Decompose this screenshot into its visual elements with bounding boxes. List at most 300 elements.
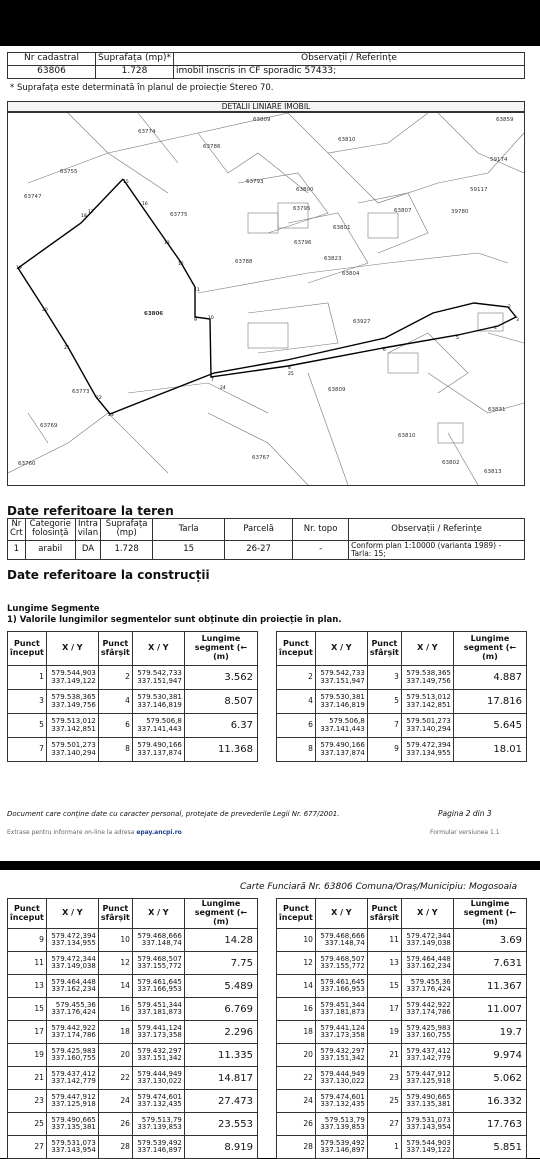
segment-length: 8.919 [184, 1136, 257, 1159]
end-x: 579.490,665 [406, 1092, 451, 1101]
teren-col: Nr. topo [293, 519, 349, 541]
end-y: 337.173,358 [137, 1031, 182, 1039]
end-point: 8 [98, 738, 132, 762]
end-xy [401, 975, 453, 998]
end-xy [401, 666, 453, 690]
start-xy [46, 975, 98, 998]
end-x: 579.501,273 [406, 717, 451, 726]
teren-col: Observații / Referințe [349, 519, 525, 541]
map-labels [18, 117, 514, 475]
start-point: 9 [8, 929, 47, 952]
segment-header: Punct început [8, 899, 47, 929]
segment-header: Lungime segment (← (m) [184, 899, 257, 929]
end-x: 579.455,36 [410, 977, 451, 986]
end-y: 337.155,772 [137, 962, 182, 970]
end-y: 337.162,234 [406, 962, 451, 970]
end-point: 2 [98, 666, 132, 690]
end-x: 579.542,733 [137, 669, 182, 678]
document-page-2 [0, 46, 540, 861]
teren-cell: 1 [8, 540, 26, 560]
segment-header: Punct sfârșit [367, 632, 401, 666]
end-x: 579.461,645 [137, 977, 182, 986]
start-point: 6 [277, 714, 316, 738]
segment-row [277, 998, 527, 1021]
segment-row [277, 690, 527, 714]
map-label: 63775 [170, 212, 188, 218]
end-y: 337.130,022 [137, 1077, 182, 1085]
vertex-label: 2 [508, 305, 511, 310]
segment-header: X / Y [132, 632, 184, 666]
segment-table-left [7, 631, 258, 762]
segment-length: 5.062 [453, 1067, 526, 1090]
start-xy [46, 738, 98, 762]
start-y: 337.149,122 [51, 676, 96, 685]
start-x: 579.432,297 [320, 1046, 365, 1055]
end-point: 22 [98, 1067, 132, 1090]
area-note: * Suprafața este determinată în planul de proiecție Stereo 70. [10, 83, 274, 93]
footer-version: Formular versiunea 1.1 [430, 829, 500, 836]
map-label: 63809 [328, 387, 346, 393]
end-xy [401, 952, 453, 975]
end-point: 24 [98, 1090, 132, 1113]
map-label: 63747 [24, 194, 42, 200]
end-y: 337.149,122 [406, 1146, 451, 1154]
segment-length: 7.75 [184, 952, 257, 975]
start-point: 8 [277, 738, 316, 762]
segment-header: X / Y [46, 632, 98, 666]
end-xy [401, 1113, 453, 1136]
end-point: 3 [367, 666, 401, 690]
start-point: 4 [277, 690, 316, 714]
end-x: 579.437,412 [406, 1046, 451, 1055]
map-label: 63760 [18, 461, 36, 467]
start-xy [315, 1090, 367, 1113]
end-y: 337.125,918 [406, 1077, 451, 1085]
start-xy [315, 1113, 367, 1136]
document-page-3 [0, 870, 540, 1158]
end-x: 579.513,79 [141, 1115, 182, 1124]
start-point: 19 [8, 1044, 47, 1067]
end-xy [132, 714, 184, 738]
segment-length: 11.007 [453, 998, 526, 1021]
end-xy [132, 690, 184, 714]
map-label: 63796 [294, 240, 312, 246]
map-label: 63773 [72, 389, 90, 395]
end-xy [401, 714, 453, 738]
start-xy [315, 1044, 367, 1067]
start-x: 579.468,507 [320, 954, 365, 963]
end-point: 18 [98, 1021, 132, 1044]
start-xy [315, 714, 367, 738]
start-xy [315, 952, 367, 975]
teren-cell: - [293, 540, 349, 560]
start-point: 15 [8, 998, 47, 1021]
parcel-map-drawing [8, 113, 524, 485]
start-point: 28 [277, 1136, 316, 1159]
end-xy [132, 1044, 184, 1067]
segment-row [8, 952, 258, 975]
segment-length: 8.507 [184, 690, 257, 714]
neighbor-parcels [8, 113, 524, 485]
segment-length: 4.887 [453, 666, 526, 690]
segment-header: Punct început [277, 899, 316, 929]
start-y: 337.166,953 [320, 985, 365, 993]
end-point: 10 [98, 929, 132, 952]
end-x: 579.472,394 [406, 741, 451, 750]
vertex-label: 19 [16, 266, 22, 271]
segment-length: 6.37 [184, 714, 257, 738]
end-y: 337.151,342 [137, 1054, 182, 1062]
vertex-label: 20 [42, 308, 48, 313]
map-label: 63810 [398, 433, 416, 439]
footer-page-number: Pagina 2 din 3 [438, 809, 492, 818]
start-point: 13 [8, 975, 47, 998]
vertex-label: 16 [142, 202, 148, 207]
lungime-title: Lungime Segmente [7, 604, 100, 614]
segment-row [8, 738, 258, 762]
start-x: 579.501,273 [51, 741, 96, 750]
end-xy [401, 1090, 453, 1113]
end-point: 20 [98, 1044, 132, 1067]
segment-length: 18.01 [453, 738, 526, 762]
start-y: 337.134,955 [51, 939, 96, 947]
footer-online-text: Extrase pentru informare on-line la adresa [7, 829, 137, 836]
start-x: 579.530,381 [320, 693, 365, 702]
start-x: 579.490,166 [320, 741, 365, 750]
segment-length: 2.296 [184, 1021, 257, 1044]
end-x: 579.425,983 [406, 1023, 451, 1032]
end-x: 579.447,912 [406, 1069, 451, 1078]
vertex-label: 7 [211, 378, 214, 383]
map-label: 63823 [324, 256, 342, 262]
end-x: 579.539,492 [137, 1138, 182, 1147]
start-xy [46, 1044, 98, 1067]
end-xy [401, 738, 453, 762]
start-xy [315, 975, 367, 998]
teren-col: Parcelă [225, 519, 293, 541]
end-xy [401, 1067, 453, 1090]
segment-length: 9.974 [453, 1044, 526, 1067]
end-xy [132, 998, 184, 1021]
vertex-labels [16, 179, 519, 418]
end-point: 5 [367, 690, 401, 714]
start-x: 579.472,344 [51, 954, 96, 963]
segment-length: 5.851 [453, 1136, 526, 1159]
end-y: 337.146,897 [137, 1146, 182, 1154]
end-y: 337.149,756 [406, 676, 451, 685]
start-x: 579.538,365 [51, 693, 96, 702]
end-y: 337.151,947 [137, 676, 182, 685]
start-point: 25 [8, 1113, 47, 1136]
vertex-label: 8 [288, 366, 291, 371]
end-y: 337.160,755 [406, 1031, 451, 1039]
end-y: 337.140,294 [406, 724, 451, 733]
vertex-label: 3 [516, 318, 519, 323]
start-x: 579.506,8 [329, 717, 365, 726]
map-label: 63809 [253, 117, 271, 123]
end-xy [401, 1021, 453, 1044]
start-xy [315, 929, 367, 952]
segment-table-right-2 [276, 898, 527, 1159]
cadastral-observation: imobil inscris in CF sporadic 57433; [174, 66, 525, 79]
end-x: 579.468,507 [137, 954, 182, 963]
segment-header: X / Y [315, 632, 367, 666]
start-x: 579.442,922 [51, 1023, 96, 1032]
start-y: 337.137,874 [320, 748, 365, 757]
start-y: 337.142,851 [51, 724, 96, 733]
start-xy [46, 714, 98, 738]
start-point: 12 [277, 952, 316, 975]
segment-length: 11.368 [184, 738, 257, 762]
start-xy [315, 690, 367, 714]
teren-col: Intra vilan [75, 519, 100, 541]
start-y: 337.148,74 [324, 939, 365, 947]
end-y: 337.135,381 [406, 1100, 451, 1108]
map-label: 63831 [488, 407, 506, 413]
start-x: 579.464,448 [51, 977, 96, 986]
start-x: 579.447,912 [51, 1092, 96, 1101]
map-label: 59174 [490, 157, 508, 163]
start-xy [46, 690, 98, 714]
start-y: 337.146,819 [320, 700, 365, 709]
segment-length: 17.816 [453, 690, 526, 714]
segment-row [8, 998, 258, 1021]
end-x: 579.530,381 [137, 693, 182, 702]
segment-row [8, 929, 258, 952]
start-x: 579.455,36 [55, 1000, 96, 1009]
map-label: 63810 [338, 137, 356, 143]
cadastral-number: 63806 [8, 66, 96, 79]
segment-header: X / Y [401, 632, 453, 666]
col-observatii: Observații / Referințe [174, 53, 525, 66]
start-x: 579.451,344 [320, 1000, 365, 1009]
segment-header: Punct început [277, 632, 316, 666]
end-xy [132, 1067, 184, 1090]
teren-col: Suprafața (mp) [101, 519, 153, 541]
segment-length: 7.631 [453, 952, 526, 975]
segment-length: 14.28 [184, 929, 257, 952]
segment-header: X / Y [401, 899, 453, 929]
vertex-label: 22 [96, 396, 102, 401]
map-label-parcel: 63806 [144, 311, 164, 317]
parcel-map [7, 112, 525, 486]
start-x: 579.441,124 [320, 1023, 365, 1032]
vertex-label: 4 [494, 326, 497, 331]
vertex-label: 13 [164, 241, 170, 246]
lungime-subtitle: 1) Valorile lungimilor segmentelor sunt obținute din proiecție în plan. [7, 615, 342, 625]
start-y: 337.149,038 [51, 962, 96, 970]
segment-length: 5.489 [184, 975, 257, 998]
start-xy [315, 1067, 367, 1090]
segment-length: 14.817 [184, 1067, 257, 1090]
start-point: 2 [277, 666, 316, 690]
vertex-label: 17 [88, 210, 94, 215]
vertex-label: 24 [220, 386, 226, 391]
end-point: 11 [367, 929, 401, 952]
map-title: DETALII LINIARE IMOBIL [7, 101, 525, 112]
end-xy [132, 738, 184, 762]
teren-cell: 26-27 [225, 540, 293, 560]
teren-col: Nr Crt [8, 519, 26, 541]
end-x: 579.474,601 [137, 1092, 182, 1101]
end-y: 337.142,851 [406, 700, 451, 709]
segment-length: 3.69 [453, 929, 526, 952]
start-y: 337.132,435 [320, 1100, 365, 1108]
end-x: 579.442,922 [406, 1000, 451, 1009]
start-x: 579.425,983 [51, 1046, 96, 1055]
segment-row [8, 690, 258, 714]
teren-col: Categorie folosință [25, 519, 75, 541]
end-y: 337.149,038 [406, 939, 451, 947]
start-x: 579.474,601 [320, 1092, 365, 1101]
segment-header: Punct sfârșit [98, 632, 132, 666]
end-y: 337.137,874 [137, 748, 182, 757]
end-y: 337.141,443 [137, 724, 182, 733]
segment-row [277, 929, 527, 952]
end-xy [132, 952, 184, 975]
map-label: 63786 [203, 144, 221, 150]
teren-cell: arabil [25, 540, 75, 560]
map-label: 63795 [293, 206, 311, 212]
map-label: 63859 [496, 117, 514, 123]
end-xy [132, 666, 184, 690]
segment-length: 19.7 [453, 1021, 526, 1044]
start-x: 579.490,665 [51, 1115, 96, 1124]
segment-header: Punct început [8, 632, 47, 666]
start-point: 27 [8, 1136, 47, 1159]
end-xy [132, 1021, 184, 1044]
start-xy [46, 666, 98, 690]
segment-row [8, 666, 258, 690]
segment-row [277, 952, 527, 975]
start-y: 337.181,873 [320, 1008, 365, 1016]
start-y: 337.162,234 [51, 985, 96, 993]
end-xy [401, 929, 453, 952]
start-y: 337.140,294 [51, 748, 96, 757]
end-point: 25 [367, 1090, 401, 1113]
end-point: 12 [98, 952, 132, 975]
vertex-label: 5 [456, 336, 459, 341]
start-x: 579.444,949 [320, 1069, 365, 1078]
segment-table-left-2 [7, 898, 258, 1159]
end-point: 16 [98, 998, 132, 1021]
start-xy [315, 998, 367, 1021]
start-y: 337.151,342 [320, 1054, 365, 1062]
segment-row [277, 738, 527, 762]
vertex-label: 12 [178, 262, 184, 267]
segment-header: Punct sfârșit [367, 899, 401, 929]
start-y: 337.174,786 [51, 1031, 96, 1039]
start-y: 337.176,424 [51, 1008, 96, 1016]
start-xy [46, 1113, 98, 1136]
end-y: 337.134,955 [406, 748, 451, 757]
segment-header: X / Y [315, 899, 367, 929]
end-xy [132, 1090, 184, 1113]
segment-header: Lungime segment (← (m) [453, 632, 526, 666]
start-x: 579.544,903 [51, 669, 96, 678]
end-point: 9 [367, 738, 401, 762]
map-label: 63801 [333, 225, 351, 231]
map-label: 59117 [470, 187, 488, 193]
end-xy [132, 1136, 184, 1159]
map-label: 63807 [394, 208, 412, 214]
map-label: 63755 [60, 169, 78, 175]
segment-header: X / Y [132, 899, 184, 929]
col-suprafata: Suprafața (mp)* [96, 53, 174, 66]
segment-length: 5.645 [453, 714, 526, 738]
end-point: 19 [367, 1021, 401, 1044]
start-x: 579.513,79 [324, 1115, 365, 1124]
start-point: 18 [277, 1021, 316, 1044]
segment-row [8, 1067, 258, 1090]
start-point: 5 [8, 714, 47, 738]
start-point: 24 [277, 1090, 316, 1113]
start-y: 337.151,947 [320, 676, 365, 685]
end-point: 14 [98, 975, 132, 998]
start-x: 579.531,073 [51, 1138, 96, 1147]
vertex-label: 15 [123, 180, 129, 185]
start-y: 337.173,358 [320, 1031, 365, 1039]
end-point: 13 [367, 952, 401, 975]
segment-row [277, 975, 527, 998]
map-label: 63800 [296, 187, 314, 193]
end-x: 579.538,365 [406, 669, 451, 678]
end-point: 7 [367, 714, 401, 738]
end-point: 4 [98, 690, 132, 714]
segment-table-right [276, 631, 527, 762]
segment-length: 11.335 [184, 1044, 257, 1067]
end-x: 579.544,903 [406, 1138, 451, 1147]
segment-row [8, 1136, 258, 1159]
end-x: 579.432,297 [137, 1046, 182, 1055]
start-xy [46, 1090, 98, 1113]
vertex-label: 23 [108, 413, 114, 418]
cadastral-table [7, 52, 525, 79]
end-x: 579.444,949 [137, 1069, 182, 1078]
footer-online-link[interactable]: epay.ancpi.ro [136, 829, 182, 836]
vertex-label: 18 [81, 214, 87, 219]
end-x: 579.490,166 [137, 741, 182, 750]
start-point: 17 [8, 1021, 47, 1044]
map-label: 63804 [342, 271, 360, 277]
start-y: 337.155,772 [320, 962, 365, 970]
teren-section-title: Date referitoare la teren [7, 504, 174, 518]
segment-length: 16.332 [453, 1090, 526, 1113]
start-xy [46, 1136, 98, 1159]
end-y: 337.143,954 [406, 1123, 451, 1131]
start-xy [315, 666, 367, 690]
end-xy [401, 998, 453, 1021]
end-xy [401, 690, 453, 714]
start-x: 579.468,666 [320, 931, 365, 940]
segment-row [8, 1021, 258, 1044]
start-y: 337.135,381 [51, 1123, 96, 1131]
end-point: 1 [367, 1136, 401, 1159]
start-y: 337.139,853 [320, 1123, 365, 1131]
start-x: 579.513,012 [51, 717, 96, 726]
end-x: 579.468,666 [137, 931, 182, 940]
segment-row [277, 666, 527, 690]
vertex-label: 6 [383, 348, 386, 353]
page-header: Carte Funciară Nr. 63806 Comuna/Oraș/Municipiu: Mogosoaia [240, 882, 518, 892]
start-xy [315, 1136, 367, 1159]
end-x: 579.506,8 [146, 717, 182, 726]
start-x: 579.542,733 [320, 669, 365, 678]
end-y: 337.176,424 [406, 985, 451, 993]
segment-row [277, 1136, 527, 1159]
start-x: 579.437,412 [51, 1069, 96, 1078]
segment-row [277, 1090, 527, 1113]
